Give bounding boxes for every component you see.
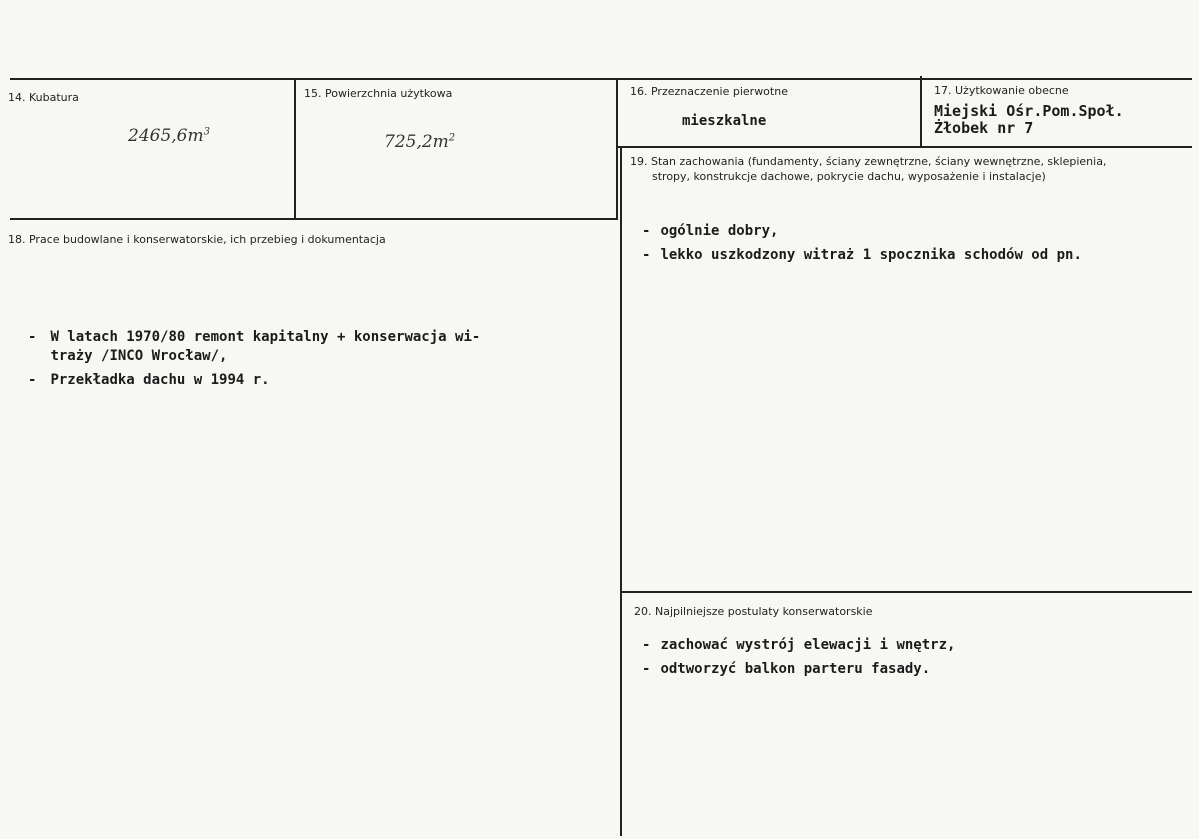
divider-15-16 xyxy=(616,78,618,219)
field-17-label: 17. Użytkowanie obecne xyxy=(934,84,1069,97)
list-item xyxy=(28,371,608,390)
field-16-label: 16. Przeznaczenie pierwotne xyxy=(630,85,788,98)
list-dash: - xyxy=(642,661,651,677)
rule-under-14-15 xyxy=(10,218,618,220)
list-dash: - xyxy=(642,223,651,239)
field-17-value-line2: Żłobek nr 7 xyxy=(934,119,1034,137)
list-text-line1: W latach 1970/80 remont kapitalny + konserwacja wi- xyxy=(50,329,481,345)
list-text: zachować wystrój elewacji i wnętrz, xyxy=(660,637,956,653)
list-dash: - xyxy=(28,329,37,345)
list-dash: - xyxy=(642,247,651,263)
list-text-line1: Przekładka dachu w 1994 r. xyxy=(50,372,270,388)
field-14-label: 14. Kubatura xyxy=(8,91,79,104)
top-rule xyxy=(10,78,1192,80)
field-20-content xyxy=(642,636,1187,684)
list-text: lekko uszkodzony witraż 1 spocznika schodów od pn. xyxy=(660,247,1082,263)
field-14-value: $2465,6m^3$ xyxy=(128,126,210,146)
list-item xyxy=(28,328,608,366)
bleed-through-text xyxy=(230,163,237,176)
field-19-content xyxy=(642,222,1187,270)
list-item xyxy=(642,636,1187,655)
list-text: ogólnie dobry, xyxy=(660,223,779,239)
main-vertical-divider xyxy=(620,146,622,836)
divider-14-15 xyxy=(294,78,296,219)
list-text-line2: traży /INCO Wrocław/, xyxy=(50,348,228,364)
divider-16-17 xyxy=(920,76,922,148)
list-item xyxy=(642,222,1187,241)
list-item xyxy=(642,246,1187,265)
field-16-value: mieszkalne xyxy=(682,113,767,129)
field-19-label-line2: stropy, konstrukcje dachowe, pokrycie dachu, wyposażenie i instalacje) xyxy=(652,170,1046,183)
list-item xyxy=(642,660,1187,679)
field-19-label-line1: 19. Stan zachowania (fundamenty, ściany zewnętrzne, ściany wewnętrzne, sklepienia, xyxy=(630,155,1107,168)
list-text: odtworzyć balkon parteru fasady. xyxy=(660,661,931,677)
field-18-content xyxy=(28,328,608,395)
list-dash: - xyxy=(642,637,651,653)
field-15-value: $725,2m^2$ xyxy=(384,132,456,152)
field-15-label: 15. Powierzchnia użytkowa xyxy=(304,87,453,100)
list-dash: - xyxy=(28,372,37,388)
rule-under-16-17 xyxy=(616,146,1192,148)
field-20-label: 20. Najpilniejsze postulaty konserwatorskie xyxy=(634,605,873,618)
rule-above-20 xyxy=(620,591,1192,593)
field-18-label: 18. Prace budowlane i konserwatorskie, ich przebieg i dokumentacja xyxy=(8,233,386,246)
field-17-value-line1: Miejski Ośr.Pom.Społ. xyxy=(934,102,1124,120)
